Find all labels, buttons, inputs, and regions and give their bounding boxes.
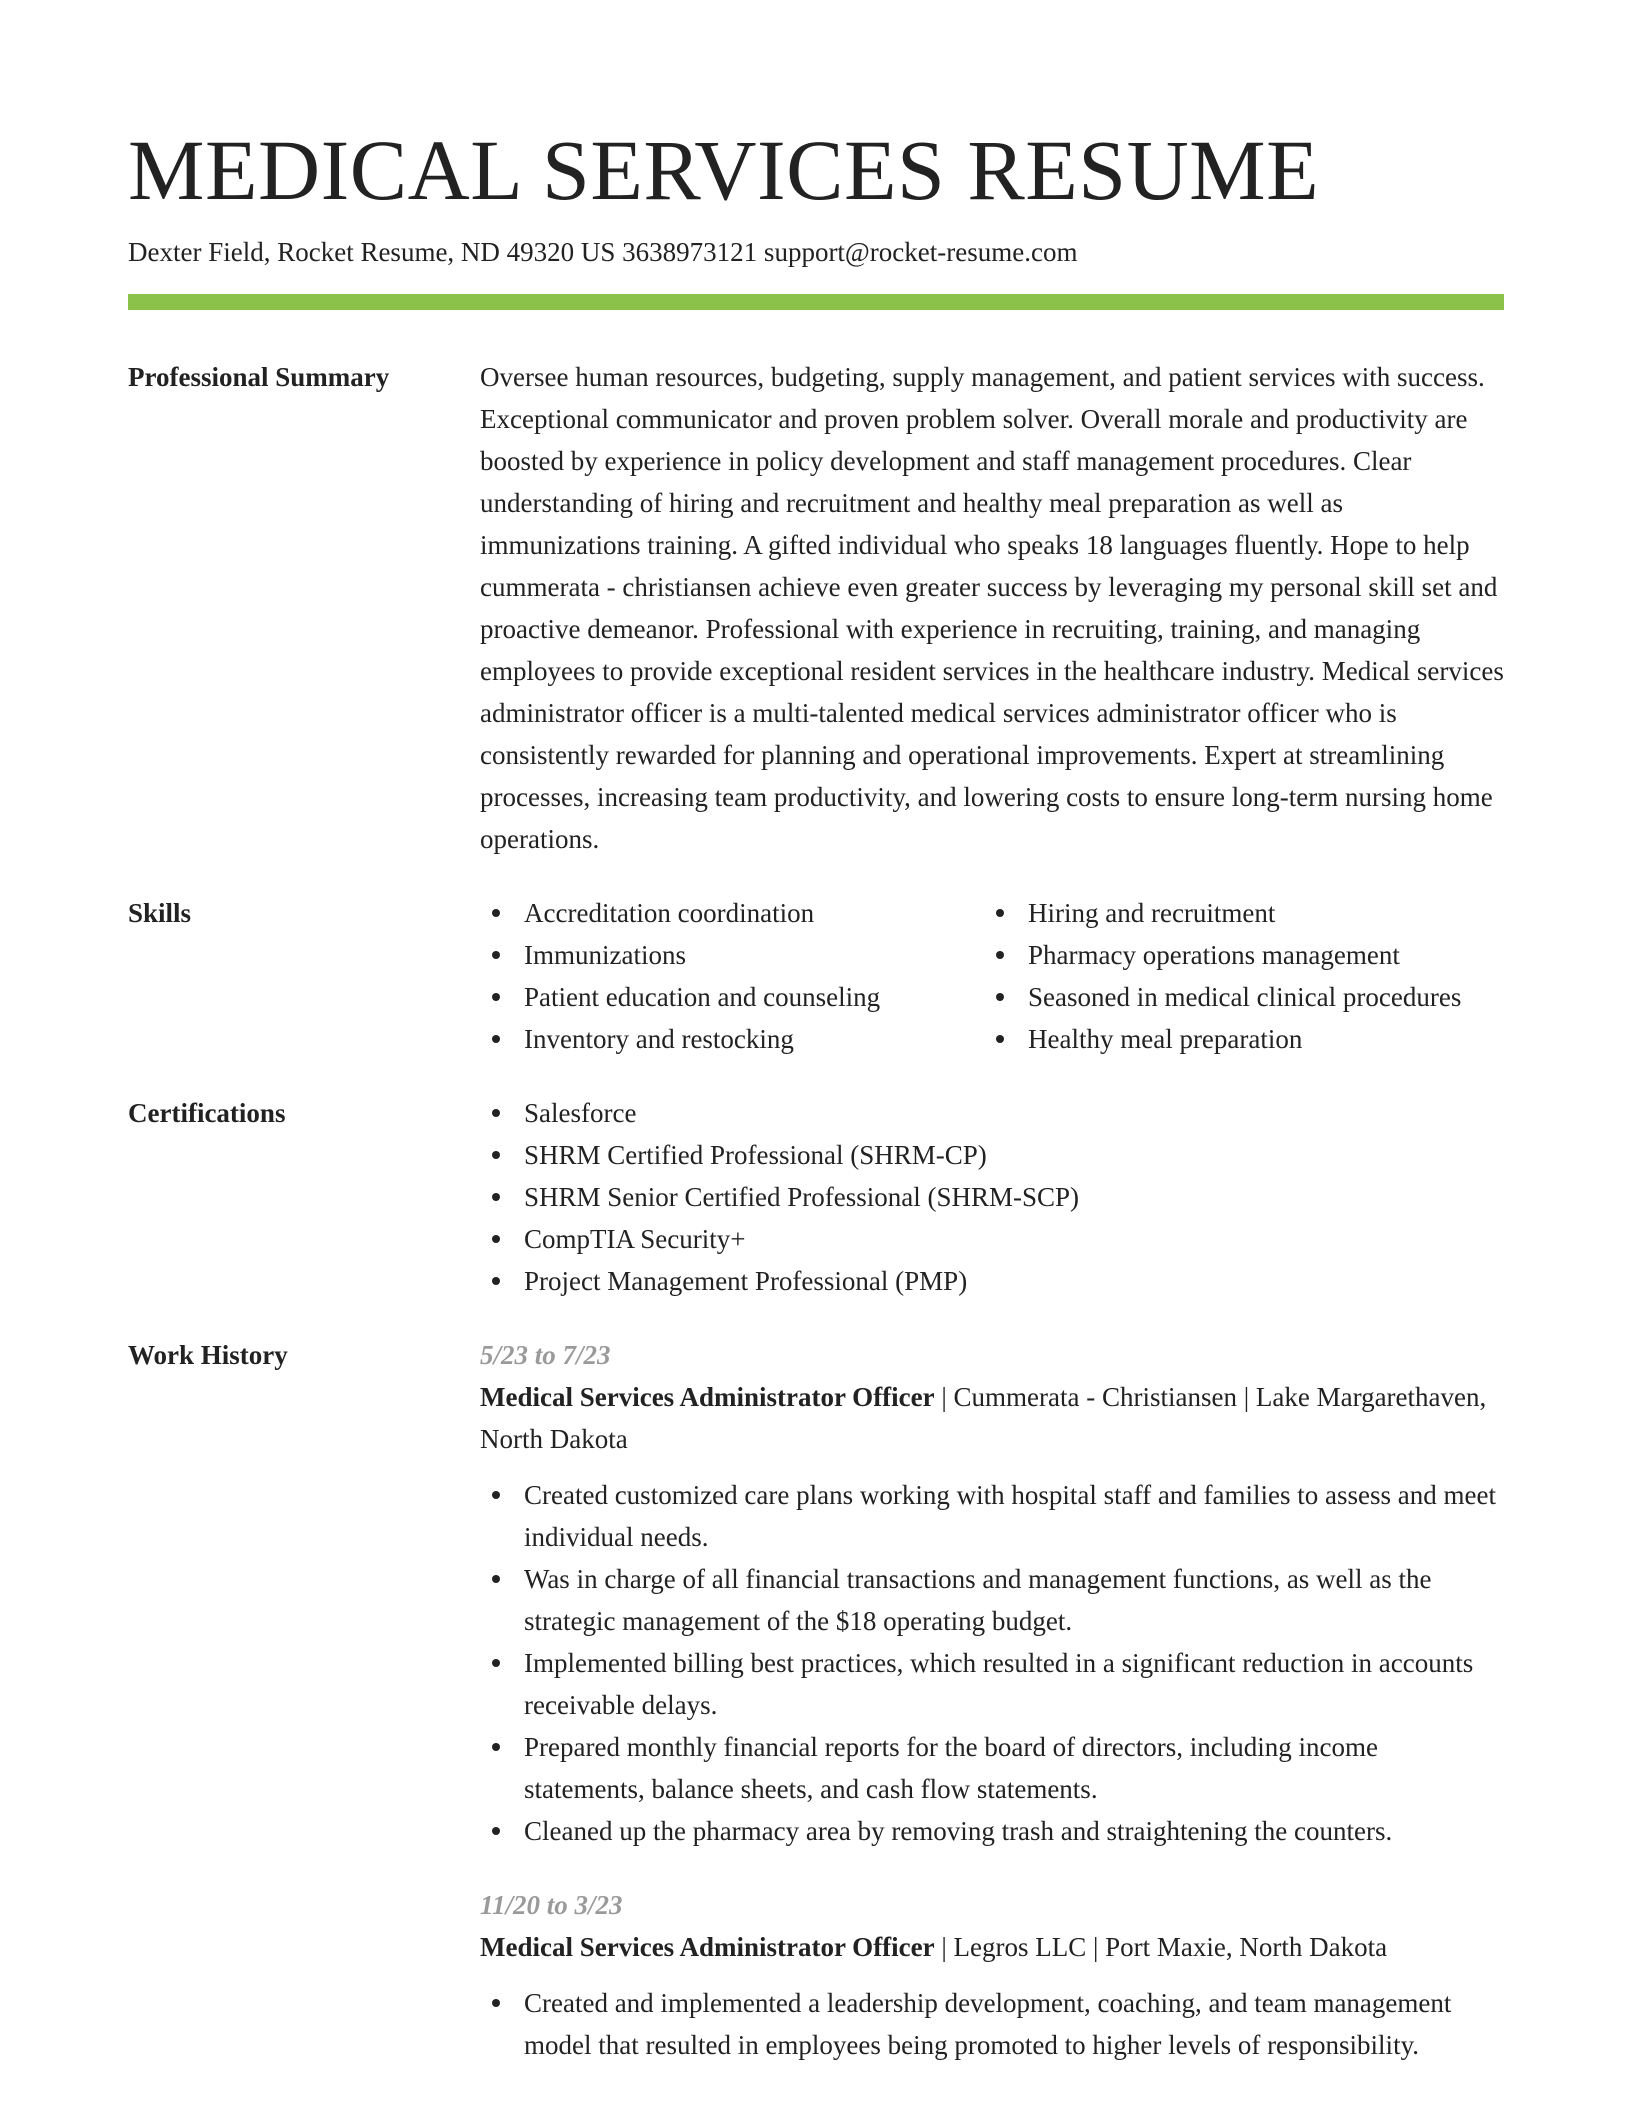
job-bullet: Prepared monthly financial reports for the board of directors, including income statements, balance sheets, and cash flow statements. [480, 1726, 1504, 1810]
job-title: Medical Services Administrator Officer [480, 1932, 935, 1962]
job-heading [480, 1376, 1504, 1460]
resume-title: MEDICAL SERVICES RESUME [128, 122, 1320, 218]
certification-item: SHRM Certified Professional (SHRM-CP) [480, 1134, 1504, 1176]
summary-heading: Professional Summary [128, 362, 390, 392]
skills-column-left [480, 892, 984, 1060]
header-divider [128, 294, 1504, 310]
certification-item: Project Management Professional (PMP) [480, 1260, 1504, 1302]
certification-item: CompTIA Security+ [480, 1218, 1504, 1260]
certification-item: SHRM Senior Certified Professional (SHRM-SCP) [480, 1176, 1504, 1218]
job-employer-location: | Cummerata - Christiansen | Lake Margarethaven, North Dakota [480, 1382, 1487, 1454]
work-history-section [128, 1334, 1504, 2066]
summary-body [480, 356, 1504, 860]
skill-item: Seasoned in medical clinical procedures [984, 976, 1488, 1018]
job-entry [480, 1884, 1504, 2066]
summary-section [128, 356, 1504, 860]
skill-item: Patient education and counseling [480, 976, 984, 1018]
skill-item: Hiring and recruitment [984, 892, 1488, 934]
contact-line: Dexter Field, Rocket Resume, ND 49320 US 3638973121 support@rocket-resume.com [128, 237, 1078, 267]
job-entry [480, 1334, 1504, 1852]
job-bullet: Created and implemented a leadership development, coaching, and team management model that resulted in employees being promoted to higher levels of responsibility. [480, 1982, 1504, 2066]
summary-text: Oversee human resources, budgeting, supply management, and patient services with success. Exceptional communicator and proven problem solver. Overall morale and productivity are boosted by experience in policy development and staff management procedures. Clear understanding of hiring and recruitment and healthy meal preparation as well as immunizations training. A gifted individual who speaks 18 languages fluently. Hope to help cummerata - christiansen achieve even greater success by leveraging my personal skill set and proactive demeanor. Professional with experience in recruiting, training, and managing employees to provide exceptional resident services in the healthcare industry. Medical services administrator officer is a multi-talented medical services administrator officer who is consistently rewarded for planning and operational improvements. Expert at streamlining processes, increasing team productivity, and lowering costs to ensure long-term nursing home operations. [480, 362, 1504, 854]
skill-item: Accreditation coordination [480, 892, 984, 934]
work-history-body [480, 1334, 1504, 2066]
job-employer-location: | Legros LLC | Port Maxie, North Dakota [934, 1932, 1388, 1962]
job-responsibilities [480, 1474, 1504, 1852]
job-title: Medical Services Administrator Officer [480, 1382, 935, 1412]
job-bullet: Created customized care plans working with hospital staff and families to assess and meet individual needs. [480, 1474, 1504, 1558]
resume-page [128, 0, 1504, 2066]
skill-item: Inventory and restocking [480, 1018, 984, 1060]
skills-list-left [480, 892, 984, 1060]
job-heading [480, 1926, 1504, 1968]
skill-item: Healthy meal preparation [984, 1018, 1488, 1060]
skills-heading: Skills [128, 898, 192, 928]
certifications-body [480, 1092, 1504, 1302]
certification-item: Salesforce [480, 1092, 1504, 1134]
skills-body [480, 892, 1504, 1060]
work-history-heading: Work History [128, 1340, 288, 1370]
skills-section [128, 892, 1504, 1060]
certifications-section [128, 1092, 1504, 1302]
skills-list-right [984, 892, 1488, 1060]
skill-item: Pharmacy operations management [984, 934, 1488, 976]
job-dates: 11/20 to 3/23 [480, 1890, 623, 1920]
job-bullet: Implemented billing best practices, which resulted in a significant reduction in accounts receivable delays. [480, 1642, 1504, 1726]
job-bullet: Cleaned up the pharmacy area by removing trash and straightening the counters. [480, 1810, 1504, 1852]
job-responsibilities [480, 1982, 1504, 2066]
certifications-heading: Certifications [128, 1098, 286, 1128]
certifications-list [480, 1092, 1504, 1302]
skills-column-right [984, 892, 1488, 1060]
job-dates: 5/23 to 7/23 [480, 1340, 611, 1370]
skill-item: Immunizations [480, 934, 984, 976]
job-bullet: Was in charge of all financial transactions and management functions, as well as the strategic management of the $18 operating budget. [480, 1558, 1504, 1642]
